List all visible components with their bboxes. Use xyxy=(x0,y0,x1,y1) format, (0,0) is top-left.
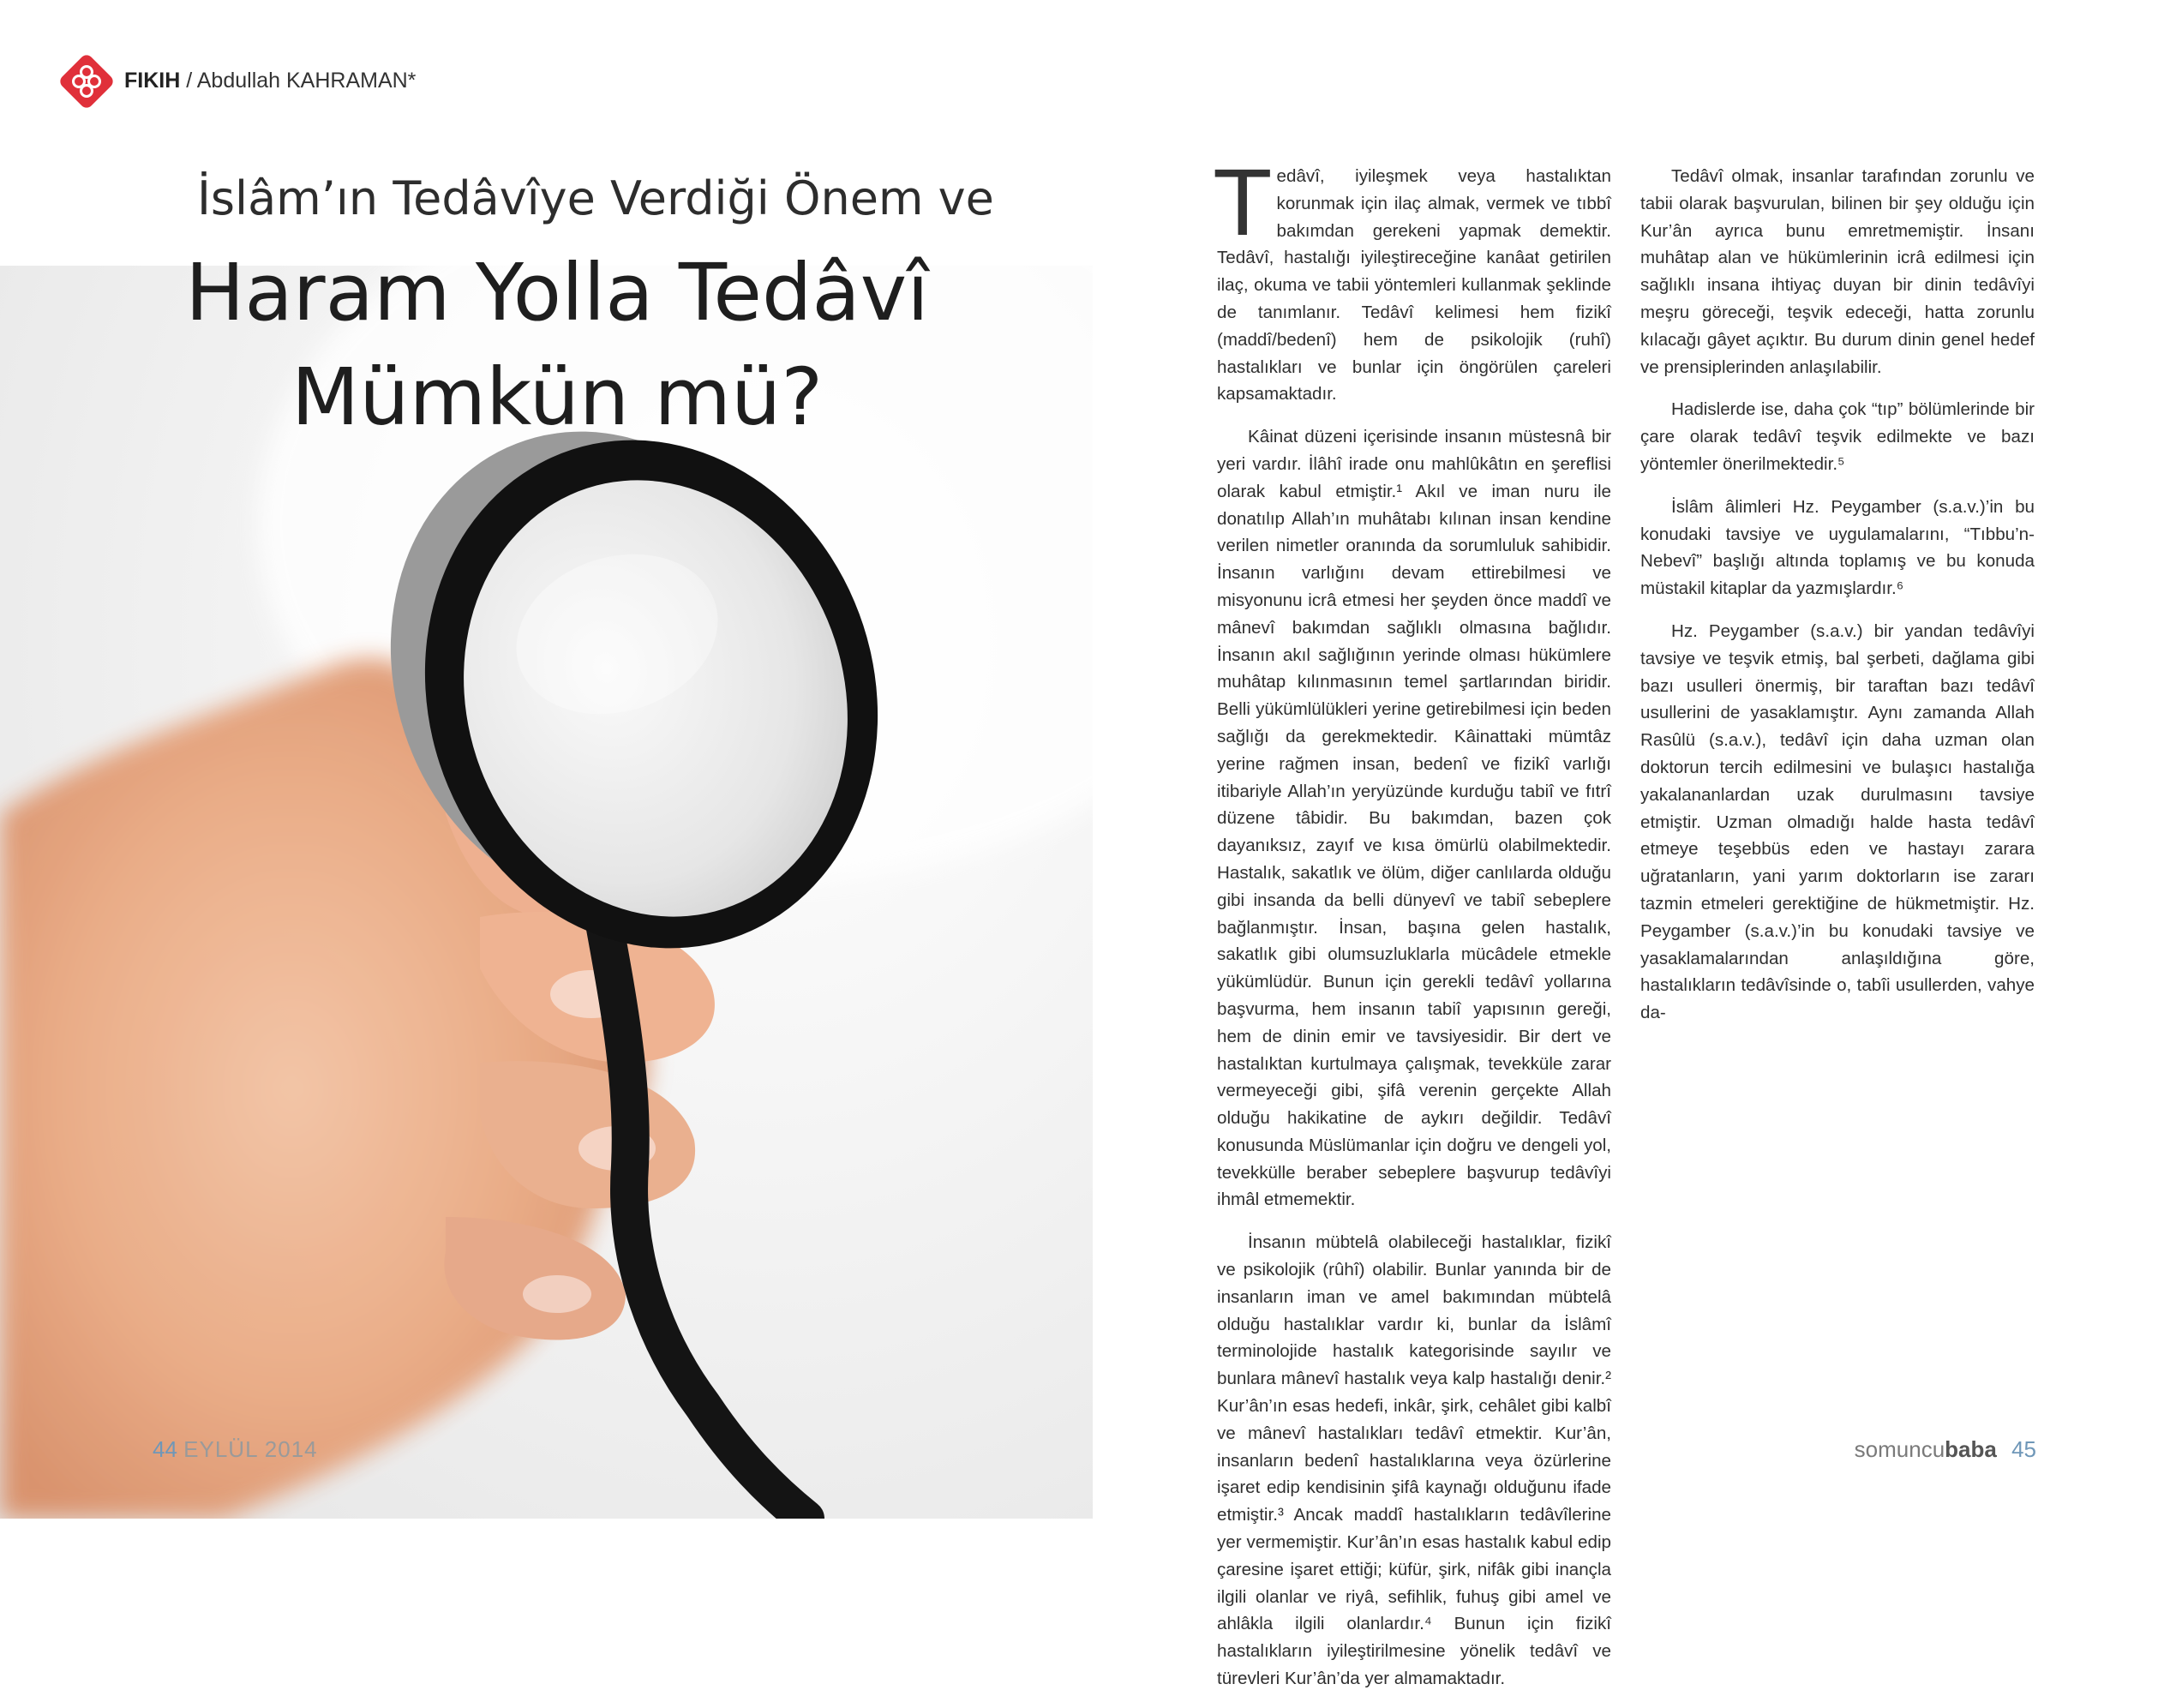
stethoscope-photo xyxy=(0,266,1093,1519)
article-paragraph: Tedâvî olmak, insanlar tarafından zorunlu ve tabii olarak başvurulan, bilinen bir şey olduğu için Kur’ân ayrıca bunu emretmemiştir. İnsanı muhâtap alan ve hükümlerinin icrâ edilmesi için sağlıklı insana ihtiyaç duyan bir dinin tedâvîyi meşru göreceği, teşvik edeceği, hatta zorunlu kılacağı gâyet açıktır. Bu durum dinin genel hedef ve prensiplerinden anlaşılabilir. xyxy=(1640,166,2035,377)
article-paragraph: İslâm âlimleri Hz. Peygamber (s.a.v.)’in bu konudaki tavsiye ve uygulamalarını, “Tıbbu’n-Nebevî” başlığı altında toplamış ve bu konuda müstakil kitaplar da yazmışlardır.⁶ xyxy=(1640,496,2035,599)
article-column-1 xyxy=(1215,152,1611,1708)
magazine-name: somuncubaba xyxy=(1854,1436,1997,1462)
article-paragraph: Kâinat düzeni içerisinde insanın müstesnâ bir yeri vardır. İlâhî irade onu mahlûkâtın en şereflisi olarak kabul etmiştir.¹ Akıl ve iman nuru ile donatılıp Allah’ın muhâtabı kılınan insan kendine verilen nimetler oranında da sorumluluk sahibidir. İnsanın varlığını devam ettirebilmesi ve misyonunu icrâ etmesi her şeyden önce maddî ve mânevî bakımdan sağlıklı olmasına bağlıdır. İnsanın akıl sağlığının yerinde olması hükümlere muhâtap kılınmasının temel şartlarından biridir. Belli yükümlülükleri yerine getirebilmesi için beden sağlığı da gerekmektedir. Kâinattaki mümtâz yerine rağmen insan, bedenî ve fizikî varlığı itibariyle Allah’ın yeryüzünde kurduğu tabiî ve fıtrî düzene tâbidir. Bu bakımdan, bazen çok dayanıksız, zayıf ve kısa ömürlü olabilmektedir. Hastalık, sakatlık ve ölüm, diğer canlılarda olduğu gibi insanda da belli dünyevî ve tabiî sebeplere bağlanmıştır. İnsan, başına gelen hastalık, sakatlık gibi olumsuzluklarla mücâdele etmekle yükümlüdür. Bunun için gerekli tedâvî yollarına başvurma, hem insanın tabiî yapısının gereği, hem de dinin emir ve tavsiyesidir. Bir dert ve hastalıktan kurtulmaya çalışmak, tevekküle zarar vermeyeceği gibi, şifâ verenin gerçekte Allah olduğu hakikatine de aykırı değildir. Tedâvî konusunda Müslümanlar için doğru ve dengeli yol, tevekkülle beraber sebeplere başvurup tedâvîyi ihmâl etmemektir. xyxy=(1217,427,1611,1210)
article-title-line-3: Mümkün mü? xyxy=(291,351,824,443)
section-header xyxy=(124,69,416,93)
issue-date: EYLÜL 2014 xyxy=(183,1436,318,1462)
article-paragraph: Hadislerde ise, daha çok “tıp” bölümlerinde bir çare olarak tedâvî teşvik edilmekte ve bazı yöntemler önerilmektedir.⁵ xyxy=(1640,399,2035,474)
article-paragraph: İnsanın mübtelâ olabileceği hastalıklar, fizikî ve psikolojik (rûhî) olabilir. Bunlar yanında bir de insanların iman ve amel bakımından mübtelâ olduğu hastalıklar vardır ki, bunlar da İslâmî terminolojide hastalık kategorisinde sayılır ve bunlara mânevî hastalık veya kalp hastalığı denir.² Kur’ân’ın esas hedefi, inkâr, şirk, cehâlet gibi kalbî ve mânevî hastalıkları tedâvî etmektir. Kur’ân, insanların bedenî hastalıklarına veya özürlerine işaret edip kendisinin şifâ kaynağı olduğunu ifade etmiştir.³ Ancak maddî hastalıkların tedâvîlerine yer vermemiştir. Kur’ân’ın esas hastalık kabul edip çaresine işaret ettiği; küfür, şirk, nifâk gibi inançla ilgili olanlar ve riyâ, sefihlik, fuhuş gibi amel ve ahlâkla ilgili olanlardır.⁴ Bunun için fizikî hastalıkların iyileştirilmesine yönelik tedâvî ve türevleri Kur’ân’da yer almamaktadır. xyxy=(1217,1232,1611,1689)
header-separator: / xyxy=(180,69,197,93)
left-page-footer xyxy=(153,1436,318,1463)
article-title-line-1: İslâm’ın Tedâvîye Verdiği Önem ve xyxy=(197,171,994,225)
page-number-right: 45 xyxy=(2011,1436,2036,1462)
red-diamond-ornament-icon xyxy=(58,53,115,110)
section-name: FIKIH xyxy=(124,69,181,93)
article-column-2 xyxy=(1640,163,2035,1042)
article-title-line-2: Haram Yolla Tedâvî xyxy=(185,247,929,339)
drop-cap: T xyxy=(1215,152,1270,256)
page-number-left: 44 xyxy=(153,1436,177,1462)
article-paragraph: Tedâvî, iyileşmek veya hastalıktan korunmak için ilaç almak, vermek ve tıbbî bakımdan gerekeni yapmak demektir. Tedâvî, hastalığı iyileştireceğine kanâat getirilen ilaç, okuma ve tabii yöntemleri kullanmak şeklinde de tanımlanır. Tedâvî kelimesi hem fizikî (maddî/bedenî) hem de psikolojik (ruhî) hastalıkları ve bunlar için öngörülen çareleri kapsamaktadır. xyxy=(1215,152,1611,405)
author-name: Abdullah KAHRAMAN* xyxy=(196,69,417,93)
stethoscope-hand-illustration xyxy=(0,266,1093,1519)
right-page-footer xyxy=(1855,1436,2036,1463)
article-paragraph: Hz. Peygamber (s.a.v.) bir yandan tedâvîyi tavsiye ve teşvik etmiş, bal şerbeti, dağlama gibi bazı usulleri önermiş, bir taraftan bazı tedâvî usullerini de yasaklamıştır. Aynı zamanda Allah Rasûlü (s.a.v.), tedâvî için daha uzman olan doktorun tercih edilmesini ve bulaşıcı hastalığa yakalananlardan uzak durulmasını tavsiye etmiştir. Uzman olmadığı halde hasta tedâvî etmeye teşebbüs eden ve hastayı zarara uğratanların, yani yarım doktorların ise zararı tazmin etmeleri gerektiğine de hükmetmiştir. Hz. Peygamber (s.a.v.)’in bu konudaki tavsiye ve yasaklamalarından anlaşıldığına göre, hastalıkların tedâvîsinde o, tabîi usullerden, vahye da- xyxy=(1640,620,2035,1023)
